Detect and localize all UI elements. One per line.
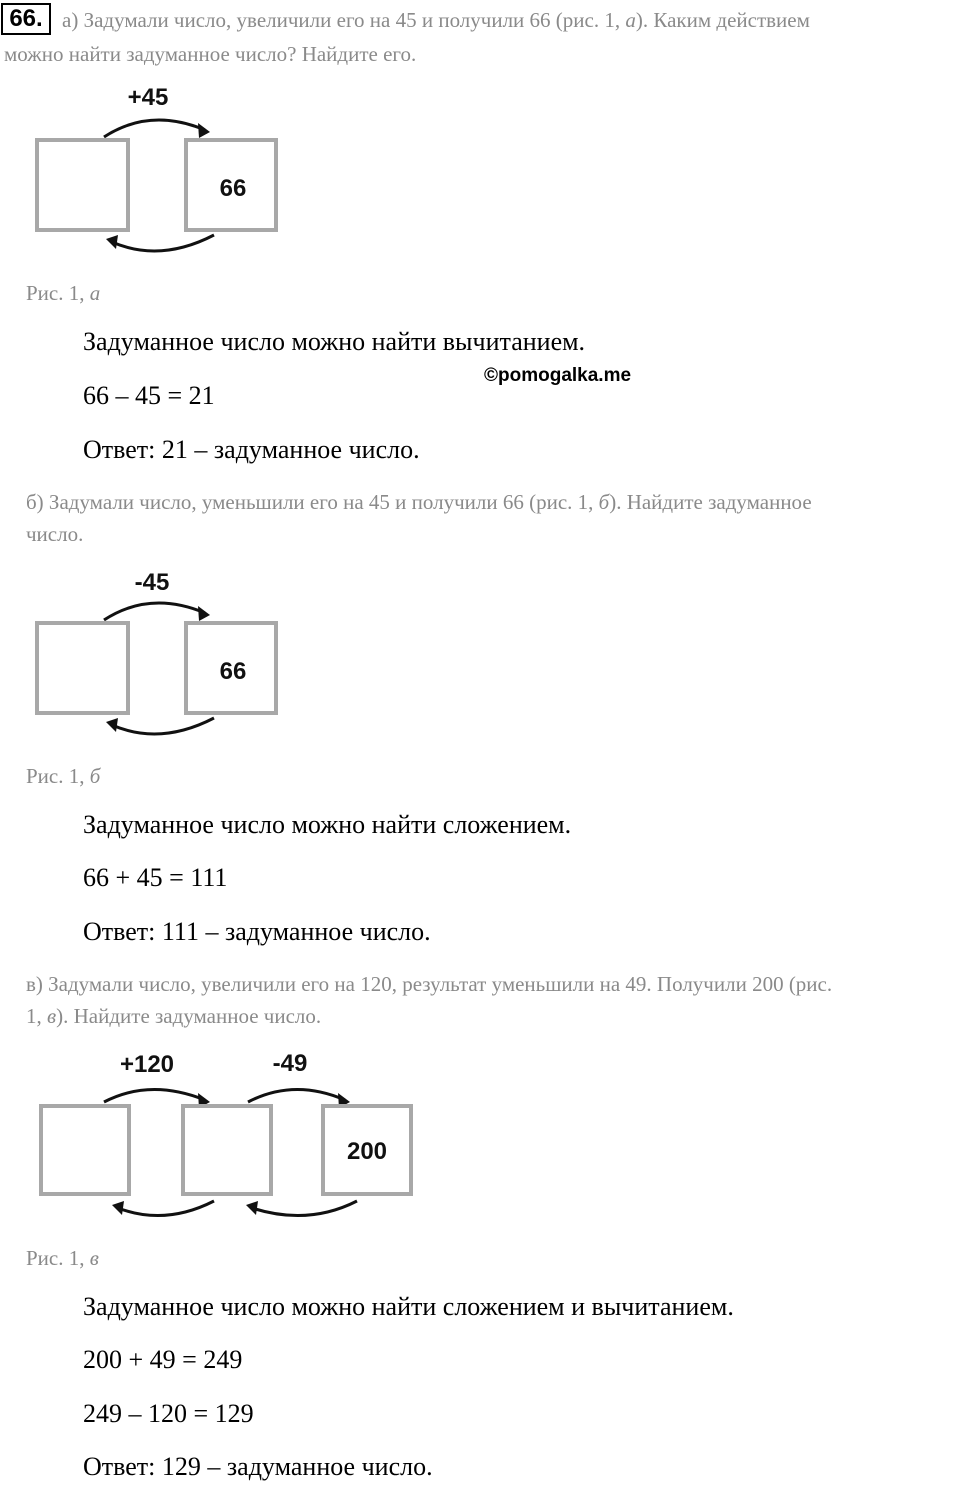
unknown-number-box — [37, 623, 128, 713]
diagram-c-result: 200 — [346, 1138, 388, 1165]
solution-a-line2: 66 – 45 = 21 — [83, 381, 215, 410]
unknown-number-box — [41, 1106, 129, 1194]
diagram-b-result: 66 — [219, 658, 247, 685]
diagram-a — [0, 75, 320, 270]
forward-arrow-icon — [104, 120, 205, 137]
diagram-c-op1-label: +120 — [119, 1051, 175, 1078]
forward-arrow-icon — [104, 603, 205, 620]
task-c-line2: 1, в). Найдите задуманное число. — [26, 1004, 322, 1028]
arrowhead-icon — [198, 123, 210, 138]
solution-b-line2: 66 + 45 = 111 — [83, 863, 228, 892]
arrowhead-icon — [246, 1201, 258, 1215]
solution-a-line1: Задуманное число можно найти вычитанием. — [83, 327, 586, 356]
arrowhead-icon — [106, 235, 118, 249]
backward-arrow-icon — [118, 1201, 214, 1216]
forward-arrow-icon — [248, 1089, 345, 1102]
backward-arrow-icon — [112, 235, 214, 251]
intermediate-box — [183, 1106, 271, 1194]
diagram-b-op-label: -45 — [134, 569, 170, 596]
figure-c-caption: Рис. 1, в — [26, 1246, 99, 1270]
arrowhead-icon — [198, 606, 210, 621]
diagram-a-result: 66 — [219, 175, 247, 202]
solution-b-line1: Задуманное число можно найти сложением. — [83, 810, 572, 839]
solution-c-line1: Задуманное число можно найти сложением и вычитанием. — [83, 1292, 734, 1321]
task-a-line1: а) Задумали число, увеличили его на 45 и получили 66 (рис. 1, а). Каким действием — [62, 8, 810, 32]
backward-arrow-icon — [252, 1201, 357, 1216]
task-c-line1: в) Задумали число, увеличили его на 120, результат уменьшили на 49. Получили 200 (рис. — [26, 972, 833, 996]
task-b-line1: б) Задумали число, уменьшили его на 45 и получили 66 (рис. 1, б). Найдите задуманное — [26, 490, 812, 514]
unknown-number-box — [37, 140, 128, 230]
diagram-a-op-label: +45 — [127, 84, 169, 111]
solution-c-answer: Ответ: 129 – задуманное число. — [83, 1452, 433, 1481]
backward-arrow-icon — [112, 718, 214, 734]
problem-number: 66. — [1, 3, 51, 35]
task-a-line2: можно найти задуманное число? Найдите его. — [4, 42, 417, 66]
task-b-line2: число. — [26, 522, 84, 546]
watermark: ©pomogalka.me — [484, 365, 632, 386]
diagram-b — [0, 558, 320, 753]
forward-arrow-icon — [104, 1089, 205, 1102]
solution-c-line3: 249 – 120 = 129 — [83, 1399, 254, 1428]
arrowhead-icon — [112, 1201, 124, 1215]
figure-b-caption: Рис. 1, б — [26, 764, 101, 788]
solution-c-line2: 200 + 49 = 249 — [83, 1345, 243, 1374]
figure-a-caption: Рис. 1, а — [26, 281, 101, 305]
diagram-c — [0, 1040, 430, 1235]
solution-a-answer: Ответ: 21 – задуманное число. — [83, 435, 420, 464]
diagram-c-op2-label: -49 — [272, 1050, 308, 1077]
arrowhead-icon — [106, 718, 118, 732]
solution-b-answer: Ответ: 111 – задуманное число. — [83, 917, 431, 946]
